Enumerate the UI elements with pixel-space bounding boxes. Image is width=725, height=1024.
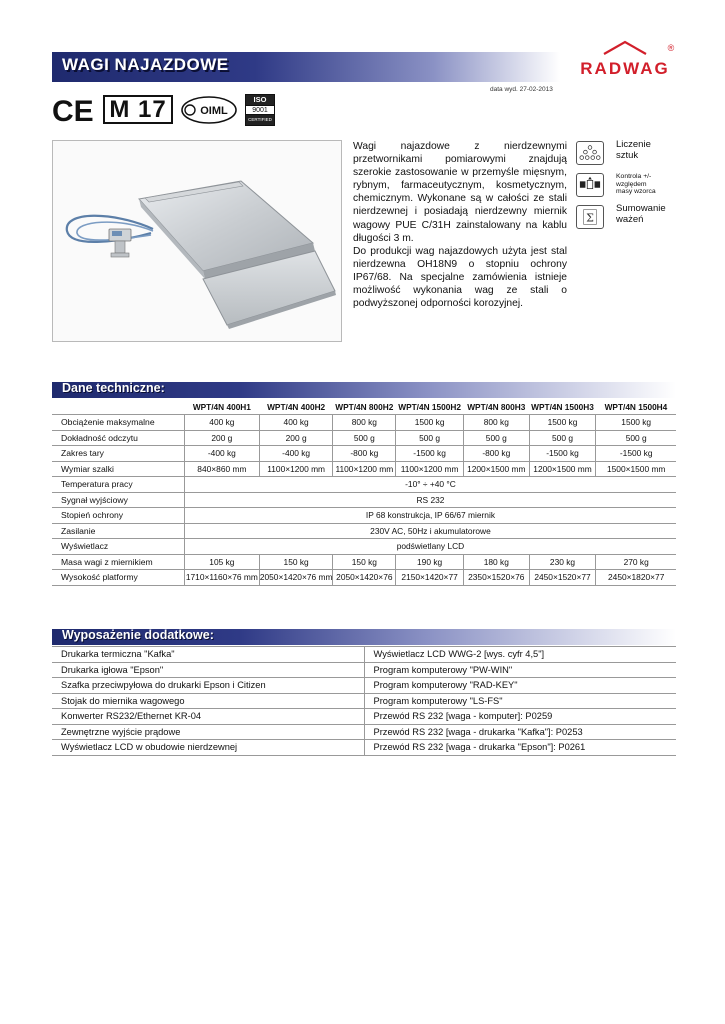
spec-label: Wysokość platformy — [52, 570, 184, 586]
feature-counting-label-1: Liczenie — [616, 139, 651, 150]
table-row — [52, 740, 676, 756]
ce-text: CE — [52, 96, 94, 124]
spec-value: 230 kg — [529, 554, 596, 570]
spec-label: Sygnał wyjściowy — [52, 492, 184, 508]
oiml-mark-icon — [180, 95, 238, 125]
table-row — [52, 570, 676, 586]
accessory-item: Szafka przeciwpyłowa do drukarki Epson i Citizen — [52, 678, 364, 694]
table-header-empty — [52, 399, 184, 415]
spec-value: 2350×1520×76 — [463, 570, 529, 586]
spec-value: 500 g — [596, 430, 676, 446]
sum-icon — [576, 205, 604, 229]
page-title: WAGI NAJAZDOWE — [62, 55, 229, 74]
spec-value: 2450×1820×77 — [596, 570, 676, 586]
model-header: WPT/4N 1500H3 — [529, 399, 596, 415]
spec-value: 270 kg — [596, 554, 676, 570]
accessory-item: Zewnętrzne wyjście prądowe — [52, 724, 364, 740]
model-header: WPT/4N 1500H4 — [596, 399, 676, 415]
ce-mark-icon — [52, 96, 98, 124]
feature-counting-label-2: sztuk — [616, 149, 639, 161]
feature-sum-label-1: Sumowanie — [616, 203, 666, 214]
spec-value: 2050×1420×76 mm — [259, 570, 333, 586]
spec-value: -800 kg — [333, 446, 396, 462]
spec-value: 1500 kg — [529, 415, 596, 431]
tech-section-title: Dane techniczne: — [62, 381, 165, 395]
model-header: WPT/4N 400H1 — [184, 399, 259, 415]
table-row — [52, 461, 676, 477]
table-header-row — [52, 399, 676, 415]
spec-value: 180 kg — [463, 554, 529, 570]
logo-text: RADWAG — [580, 59, 670, 78]
oiml-text: OIML — [200, 105, 228, 117]
spec-value: 190 kg — [396, 554, 464, 570]
feature-check-label-1: Kontrola +/- — [616, 173, 652, 180]
spec-value: 500 g — [396, 430, 464, 446]
accessory-item: Wyświetlacz LCD WWG-2 [wys. cyfr 4,5"] — [364, 647, 676, 663]
spec-value: -800 kg — [463, 446, 529, 462]
table-row — [52, 678, 676, 694]
spec-value: 1500 kg — [596, 415, 676, 431]
feature-counting — [576, 140, 676, 172]
spec-value: 1100×1200 mm — [396, 461, 464, 477]
m17-mark: M 17 — [103, 95, 173, 124]
table-row — [52, 662, 676, 678]
spec-value: 500 g — [529, 430, 596, 446]
table-row — [52, 709, 676, 725]
product-description — [353, 140, 567, 310]
model-header: WPT/4N 400H2 — [259, 399, 333, 415]
description-paragraph-2: Do produkcji wag najazdowych użyta jest stal nierdzewna OH18N9 o stopniu ochrony IP67/68. Na specjalne zamówienia istnieje możliwość wykonania wag ze stali o podwyższonej odporności korozyjnej. — [353, 245, 567, 310]
registered-mark: ® — [667, 43, 675, 53]
accessory-item: Drukarka igłowa "Epson" — [52, 662, 364, 678]
spec-value: 1500 kg — [396, 415, 464, 431]
feature-check-label-2: względem — [616, 180, 647, 188]
spec-value: -1500 kg — [396, 446, 464, 462]
spec-value: -1500 kg — [596, 446, 676, 462]
accessory-item: Przewód RS 232 [waga - drukarka "Epson"]: P0261 — [364, 740, 676, 756]
description-paragraph-1: Wagi najazdowe z nierdzewnymi przetwornikami pomiarowymi znajdują szerokie zastosowanie w przemyśle mięsnym, rybnym, farmaceutycznym, kosmetycznym, chemicznym. Wykonane są w całości ze stali nierdzewnej i posiadają nierdzewny miernik wagowy PUE C/31H zainstalowany na kablu długości 3 m. — [353, 141, 567, 244]
spec-label: Zasilanie — [52, 523, 184, 539]
iso-number: 9001 — [246, 105, 274, 115]
spec-value: 400 kg — [259, 415, 333, 431]
table-row — [52, 724, 676, 740]
spec-value: -400 kg — [184, 446, 259, 462]
spec-label: Wyświetlacz — [52, 539, 184, 555]
model-header: WPT/4N 1500H2 — [396, 399, 464, 415]
feature-check-label-3: masy wzorca — [616, 188, 656, 195]
spec-value: 1100×1200 mm — [333, 461, 396, 477]
check-weighing-icon — [576, 173, 604, 197]
feature-list — [576, 140, 676, 236]
table-row — [52, 523, 676, 539]
accessories-table — [52, 646, 676, 756]
accessory-item: Przewód RS 232 [waga - drukarka "Kafka"]: P0253 — [364, 724, 676, 740]
accessory-item: Program komputerowy "RAD-KEY" — [364, 678, 676, 694]
spec-value: 200 g — [259, 430, 333, 446]
spec-label: Stopień ochrony — [52, 508, 184, 524]
spec-value: 800 kg — [463, 415, 529, 431]
spec-value: 150 kg — [259, 554, 333, 570]
spec-value: 1200×1500 mm — [529, 461, 596, 477]
accessory-item: Przewód RS 232 [waga - komputer]: P0259 — [364, 709, 676, 725]
spec-value: 1100×1200 mm — [259, 461, 333, 477]
product-photo — [52, 140, 342, 342]
spec-shared-value: IP 68 konstrukcja, IP 66/67 miernik — [184, 508, 676, 524]
feature-summing — [576, 204, 676, 236]
spec-shared-value: RS 232 — [184, 492, 676, 508]
spec-value: 500 g — [463, 430, 529, 446]
table-row — [52, 554, 676, 570]
table-row — [52, 477, 676, 493]
counting-icon — [576, 141, 604, 165]
spec-label: Masa wagi z miernikiem — [52, 554, 184, 570]
spec-value: 1200×1500 mm — [463, 461, 529, 477]
spec-value: 200 g — [184, 430, 259, 446]
table-row — [52, 508, 676, 524]
svg-text:Σ: Σ — [586, 211, 594, 225]
table-row — [52, 492, 676, 508]
spec-value: -400 kg — [259, 446, 333, 462]
spec-shared-value: 230V AC, 50Hz i akumulatorowe — [184, 523, 676, 539]
spec-value: 105 kg — [184, 554, 259, 570]
issue-date: data wyd. 27-02-2013 — [490, 86, 553, 93]
tech-specs-table — [52, 399, 676, 586]
spec-value: 800 kg — [333, 415, 396, 431]
model-header: WPT/4N 800H3 — [463, 399, 529, 415]
table-row — [52, 430, 676, 446]
spec-value: 1710×1160×76 mm — [184, 570, 259, 586]
spec-value: -1500 kg — [529, 446, 596, 462]
table-row — [52, 647, 676, 663]
model-header: WPT/4N 800H2 — [333, 399, 396, 415]
iso-label: ISO — [246, 95, 274, 105]
spec-shared-value: -10° ÷ +40 °C — [184, 477, 676, 493]
accessory-item: Drukarka termiczna "Kafka" — [52, 647, 364, 663]
ramp-scale-illustration — [53, 141, 343, 343]
spec-value: 500 g — [333, 430, 396, 446]
table-row — [52, 415, 676, 431]
accessory-item: Program komputerowy "LS-FS" — [364, 693, 676, 709]
spec-value: 2150×1420×77 — [396, 570, 464, 586]
spec-label: Dokładność odczytu — [52, 430, 184, 446]
accessory-item: Program komputerowy "PW-WIN" — [364, 662, 676, 678]
spec-value: 400 kg — [184, 415, 259, 431]
accessory-item: Konwerter RS232/Ethernet KR-04 — [52, 709, 364, 725]
spec-value: 150 kg — [333, 554, 396, 570]
table-row — [52, 539, 676, 555]
spec-value: 2050×1420×76 — [333, 570, 396, 586]
iso-9001-mark — [245, 94, 275, 126]
iso-certified: CERTIFIED — [246, 115, 274, 125]
accessories-section-title: Wyposażenie dodatkowe: — [62, 628, 214, 642]
spec-shared-value: podświetlany LCD — [184, 539, 676, 555]
feature-check-weighing — [576, 172, 676, 204]
spec-label: Obciążenie maksymalne — [52, 415, 184, 431]
table-row — [52, 446, 676, 462]
radwag-logo — [574, 40, 676, 80]
spec-label: Wymiar szalki — [52, 461, 184, 477]
spec-label: Temperatura pracy — [52, 477, 184, 493]
spec-value: 840×860 mm — [184, 461, 259, 477]
spec-value: 1500×1500 mm — [596, 461, 676, 477]
svg-text:RADWAG — [580, 59, 669, 78]
accessory-item: Wyświetlacz LCD w obudowie nierdzewnej — [52, 740, 364, 756]
feature-sum-label-2: ważeń — [616, 213, 644, 225]
spec-label: Zakres tary — [52, 446, 184, 462]
accessory-item: Stojak do miernika wagowego — [52, 693, 364, 709]
spec-value: 2450×1520×77 — [529, 570, 596, 586]
table-row — [52, 693, 676, 709]
